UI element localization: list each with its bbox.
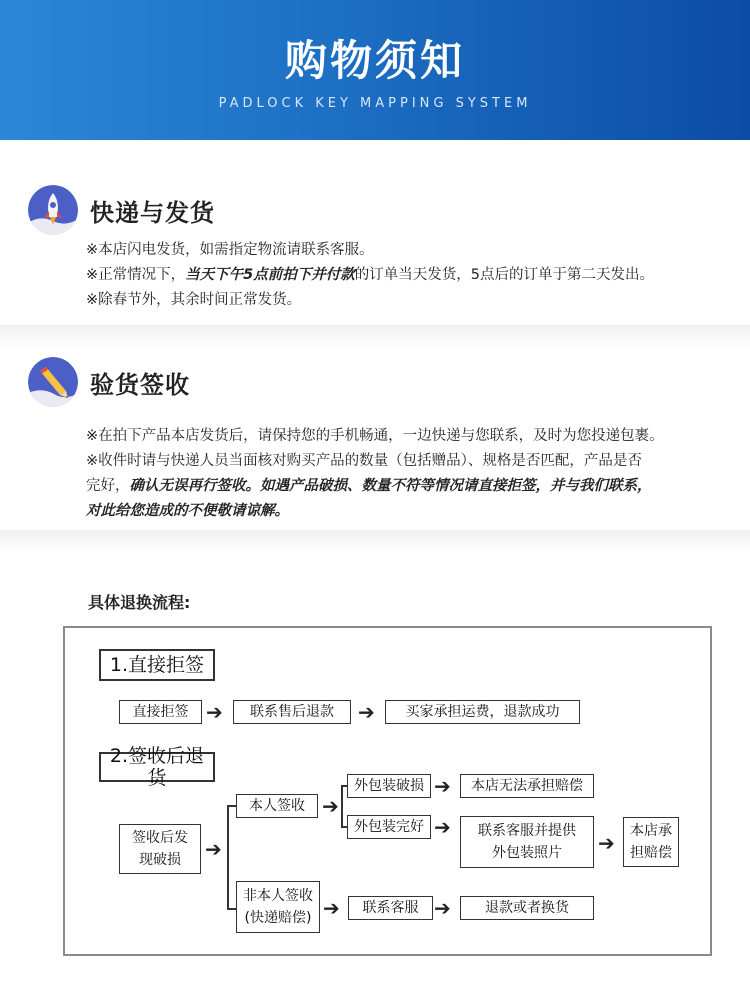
inspection-note-3-pre: 完好， [86, 478, 130, 494]
s2-outer-damaged: 外包装破损 [347, 774, 431, 798]
rocket-icon [28, 185, 78, 235]
shipping-note-2-emphasis: 当天下午5点前拍下并付款 [185, 267, 355, 283]
shipping-note-1: ※本店闪电发货，如需指定物流请联系客服。 [86, 242, 374, 258]
arrow-right-icon: ➔ [434, 815, 451, 839]
inspection-note-2: ※收件时请与快递人员当面核对购买产品的数量（包括赠品）、规格是否匹配，产品是否 [86, 453, 642, 469]
shipping-section-header [28, 185, 215, 235]
inspection-notes [86, 424, 664, 524]
arrow-right-icon: ➔ [206, 700, 223, 724]
branch-line [227, 805, 229, 909]
flow-section-1-label: 1.直接拒签 [99, 649, 215, 681]
arrow-right-icon: ➔ [598, 831, 615, 855]
s2-contact-with-photo: 联系客服并提供外包装照片 [460, 816, 594, 868]
s2-outer-intact: 外包装完好 [347, 815, 431, 839]
arrow-right-icon: ➔ [434, 896, 451, 920]
inspection-section-header [28, 357, 190, 407]
s1-contact-refund: 联系售后退款 [233, 700, 351, 724]
s2-other-signed: 非本人签收(快递赔偿) [236, 881, 320, 933]
branch-line [341, 785, 343, 827]
shipping-notes [86, 238, 654, 313]
inspection-note-1: ※在拍下产品本店发货后，请保持您的手机畅通，一边快递与您联系，及时为您投递包裹。 [86, 428, 664, 444]
inspection-note-3 [86, 474, 664, 499]
inspection-note-3-emphasis: 确认无误再行签收。如遇产品破损、数量不符等情况请直接拒签，并与我们联系， [129, 478, 652, 494]
arrow-right-icon: ➔ [323, 896, 340, 920]
arrow-right-icon: ➔ [205, 837, 222, 861]
flow-section-2-label: 2.签收后退货 [99, 752, 215, 782]
pencil-icon [28, 357, 78, 407]
branch-line [227, 908, 236, 910]
page-title: 购物须知 [284, 36, 465, 85]
arrow-right-icon: ➔ [322, 794, 339, 818]
arrow-right-icon: ➔ [434, 774, 451, 798]
s2-refund-or-exchange: 退款或者换货 [460, 896, 594, 920]
section-divider-2 [0, 530, 750, 554]
inspection-note-4-emphasis: 对此给您造成的不便敬请谅解。 [86, 503, 289, 519]
s1-direct-reject: 直接拒签 [119, 700, 202, 724]
branch-line [227, 805, 236, 807]
arrow-right-icon: ➔ [358, 700, 375, 724]
shipping-note-2 [86, 263, 654, 288]
inspection-heading: 验货签收 [90, 370, 190, 399]
s2-store-liable: 本店承担赔偿 [623, 817, 679, 867]
shipping-note-3: ※除春节外，其余时间正常发货。 [86, 292, 302, 308]
flow-title: 具体退换流程: [88, 593, 191, 612]
shipping-heading: 快递与发货 [90, 198, 215, 227]
header-banner [0, 0, 750, 140]
inspection-note-4 [86, 499, 664, 524]
s2-signed-damaged: 签收后发现破损 [119, 824, 201, 874]
s2-contact-service: 联系客服 [348, 896, 433, 920]
s1-buyer-pays-shipping: 买家承担运费，退款成功 [385, 700, 580, 724]
section-divider [0, 325, 750, 349]
s2-store-not-liable: 本店无法承担赔偿 [460, 774, 594, 798]
shipping-note-2-pre: ※正常情况下， [86, 267, 186, 283]
s2-self-signed: 本人签收 [236, 794, 318, 818]
page-subtitle: PADLOCK KEY MAPPING SYSTEM [218, 96, 532, 111]
shipping-note-2-post: 的订单当天发货，5点后的订单于第二天发出。 [354, 267, 654, 283]
